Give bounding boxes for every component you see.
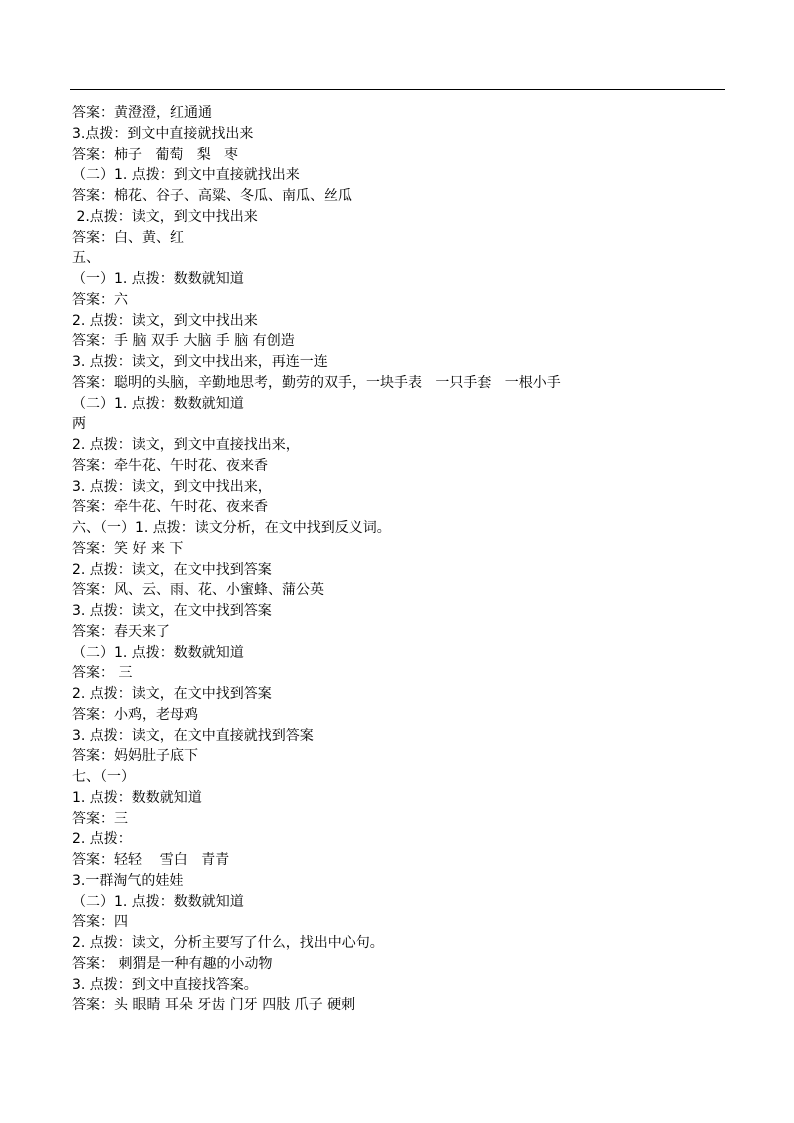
text-line: 2. 点拨：读文，到文中找出来 [72,312,258,329]
header-rule [70,89,725,90]
text-line: （二）1. 点拨：到文中直接就找出来 [72,167,300,184]
section-heading: 六、（一）1. 点拨：读文分析，在文中找到反义词。 [72,520,391,536]
text-line: 答案：轻轻 雪白 青青 [72,852,230,868]
text-line: 答案：春天来了 [72,623,170,640]
text-line: 答案：白、黄、红 [72,229,184,246]
text-line: 答案： 刺猬是一种有趣的小动物 [72,955,273,972]
text-line: 答案：四 [72,914,128,931]
text-line: 答案：头 眼睛 耳朵 牙齿 门牙 四肢 爪子 硬刺 [72,997,356,1014]
text-line: 答案：牵牛花、午时花、夜来香 [72,499,268,516]
text-line: 2. 点拨：读文，在文中找到答案 [72,561,272,578]
text-line: 答案：手 脑 双手 大脑 手 脑 有创造 [72,333,295,350]
text-line: 3.一群淘气的娃娃 [72,872,184,889]
answer-text-block [72,103,732,1016]
text-line: 答案：笑 好 来 下 [72,540,184,557]
text-line: 答案：牵牛花、午时花、夜来香 [72,457,268,474]
text-line: 答案： 三 [72,665,133,682]
text-line: 答案：棉花、谷子、高粱、冬瓜、南瓜、丝瓜 [72,188,352,204]
text-line: 答案：聪明的头脑，辛勤地思考，勤劳的双手，一块手表 一只手套 一根小手 [72,374,561,391]
text-line: 3. 点拨：读文，在文中直接就找到答案 [72,727,314,744]
section-heading: 五、 [72,250,100,267]
section-heading: 七、（一） [72,769,135,785]
text-line: （二）1. 点拨：数数就知道 [72,644,244,661]
text-line: 2. 点拨：读文，在文中找到答案 [72,686,272,702]
text-line: 3. 点拨：读文，到文中找出来，再连一连 [72,354,328,370]
text-line: 3. 点拨：读文，在文中找到答案 [72,603,272,619]
text-line: （一）1. 点拨：数数就知道 [72,271,244,287]
text-line: 2. 点拨： [72,831,132,848]
text-line: 3.点拨：到文中直接就找出来 [72,125,254,142]
text-line: 答案：三 [72,810,128,827]
text-line: 答案：风、云、雨、花、小蜜蜂、蒲公英 [72,582,324,599]
text-line: 两 [72,416,86,433]
text-line: 答案：柿子 葡萄 梨 枣 [72,146,239,163]
text-line: 答案：六 [72,291,128,308]
text-line: 1. 点拨：数数就知道 [72,789,202,806]
text-line: 答案：妈妈肚子底下 [72,748,198,765]
text-line: 3. 点拨：到文中直接找答案。 [72,976,258,993]
text-line: 答案：小鸡，老母鸡 [72,706,198,723]
text-line: 答案：黄澄澄，红通通 [72,105,212,121]
text-line: 2. 点拨：读文，分析主要写了什么，找出中心句。 [72,935,384,951]
text-line: 2.点拨：读文，到文中找出来 [72,208,258,225]
text-line: （二）1. 点拨：数数就知道 [72,893,244,910]
text-line: 3. 点拨：读文，到文中找出来， [72,478,272,495]
text-line: 2. 点拨：读文，到文中直接找出来， [72,437,300,453]
text-line: （二）1. 点拨：数数就知道 [72,395,244,412]
